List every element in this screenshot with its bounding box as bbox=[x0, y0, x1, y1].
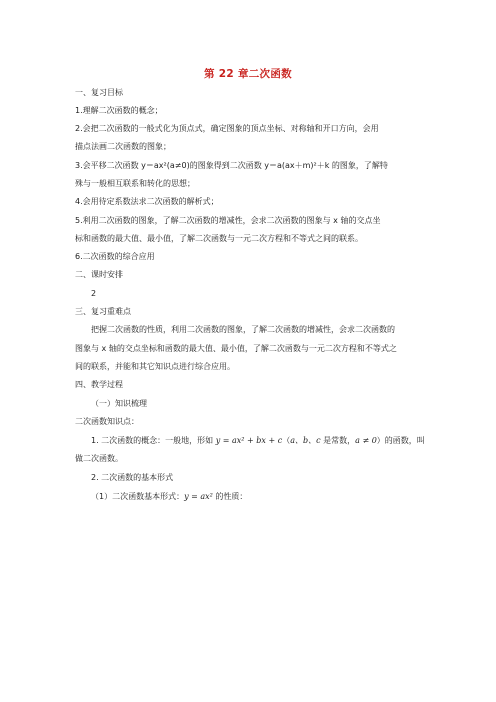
schedule-hours: 2 bbox=[91, 289, 97, 298]
section-heading-schedule: 二、课时安排 bbox=[75, 270, 123, 279]
key-points-line-3: 间的联系，并能和其它知识点进行综合应用。 bbox=[75, 362, 235, 371]
page-title: 第 22 章二次函数 bbox=[204, 68, 292, 80]
general-form-formula: y = ax² + bx + c bbox=[215, 436, 283, 445]
goal-5-line-2: 标和函数的最大值、最小值，了解二次函数与一元二次方程和不等式之间的联系。 bbox=[75, 234, 363, 243]
concept-tail-text: ）的函数，叫 bbox=[376, 436, 425, 445]
concept-line-1 bbox=[91, 432, 425, 450]
section-heading-review-goals: 一、复习目标 bbox=[75, 88, 123, 97]
constants-text: 是常数， bbox=[320, 436, 356, 445]
basic-form-formula: y = ax² bbox=[184, 492, 213, 501]
goal-1: 1.理解二次函数的概念； bbox=[75, 106, 163, 115]
goal-3-line-1: 3.会平移二次函数 y＝ax²(a≠0)的图象得到二次函数 y＝a(ax＋m)²＋k 的图象，了解特 bbox=[75, 161, 388, 170]
basic-forms-heading: 2. 二次函数的基本形式 bbox=[91, 473, 174, 482]
basic-form-tail: 的性质： bbox=[212, 492, 248, 501]
nonzero-condition: a ≠ 0 bbox=[355, 436, 377, 445]
subsection-knowledge-review: （一）知识梳理 bbox=[91, 399, 147, 408]
section-heading-key-points: 三、复习重难点 bbox=[75, 307, 131, 316]
coefficients-text: a、b、c bbox=[290, 436, 321, 445]
key-points-line-2: 图象与 x 轴的交点坐标和函数的最大值、最小值，了解二次函数与一元二次方程和不等式之 bbox=[75, 344, 397, 353]
key-points-line-1: 把握二次函数的性质，利用二次函数的图象，了解二次函数的增减性，会求二次函数的 bbox=[91, 325, 395, 334]
goal-6: 6.二次函数的综合应用 bbox=[75, 252, 155, 261]
goal-2-line-1: 2.会把二次函数的一般式化为顶点式，确定图象的顶点坐标、对称轴和开口方向，会用 bbox=[75, 124, 379, 133]
concept-line-2: 做二次函数。 bbox=[75, 454, 123, 463]
basic-form-property-line bbox=[91, 488, 425, 506]
goal-5-line-1: 5.利用二次函数的图象，了解二次函数的增减性，会求二次函数的图象与 x 轴的交点坐 bbox=[75, 216, 381, 225]
concept-intro-text: 1. 二次函数的概念：一般地，形如 bbox=[91, 436, 216, 445]
goal-4: 4.会用待定系数法求二次函数的解析式； bbox=[75, 197, 219, 206]
goal-3-line-2: 殊与一般相互联系和转化的思想； bbox=[75, 179, 195, 188]
section-heading-teaching-process: 四、教学过程 bbox=[75, 380, 123, 389]
knowledge-points-label: 二次函数知识点： bbox=[75, 417, 139, 426]
concept-open-paren: （ bbox=[282, 436, 291, 445]
basic-form-label: （1）二次函数基本形式： bbox=[91, 492, 185, 501]
goal-2-line-2: 描点法画二次函数的图象； bbox=[75, 142, 171, 151]
